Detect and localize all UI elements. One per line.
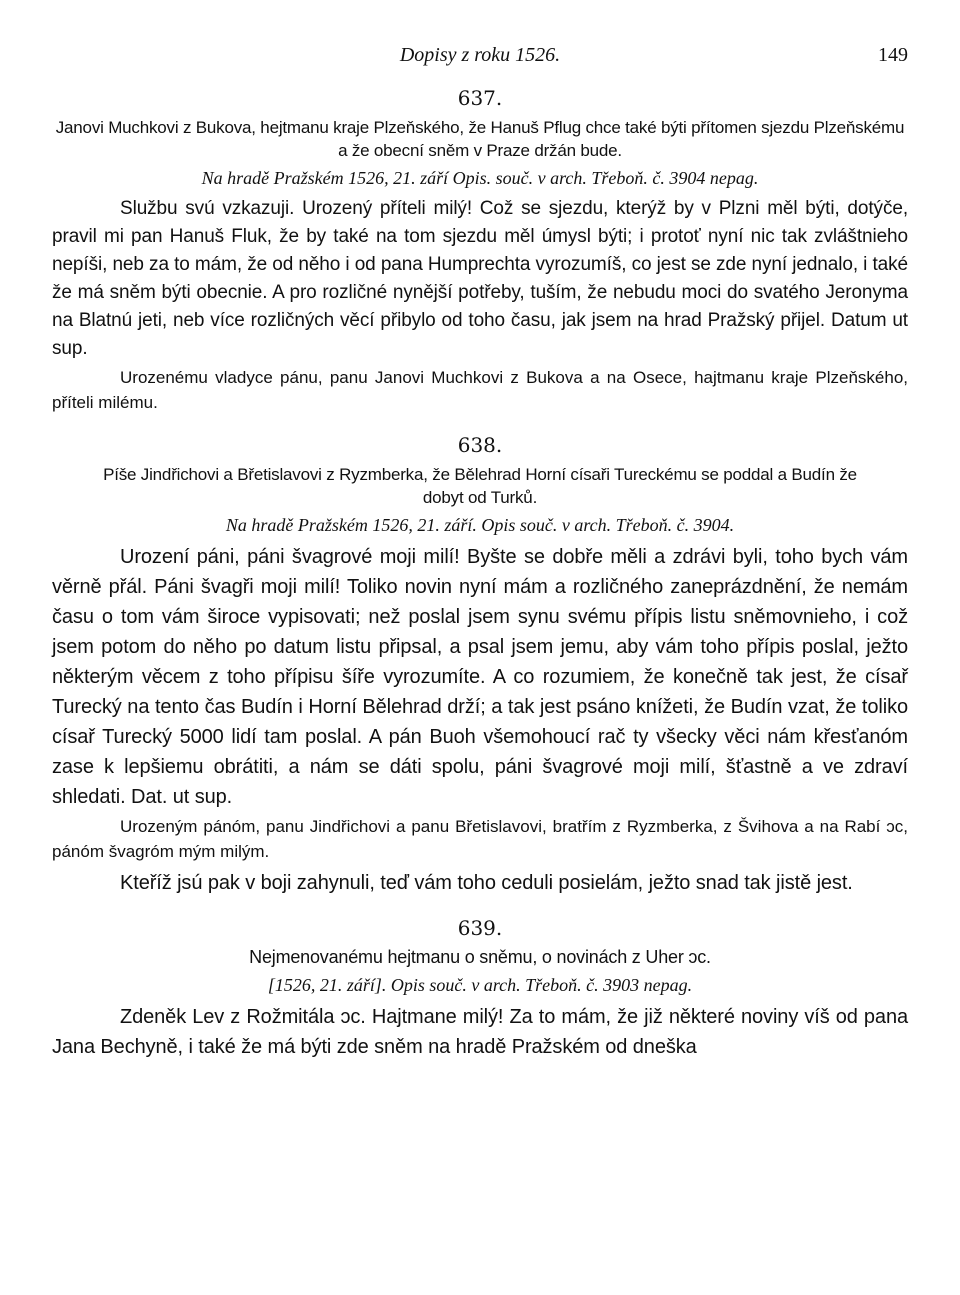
running-head-title: Dopisy z roku 1526. [399,44,561,66]
letter-637 [52,86,908,415]
letter-body-paragraph: Urození páni, páni švagrové moji milí! Byšte se dobře měli a zdrávi byli, toho bych vám věrně přál. Páni švagři moji milí! Toliko novin nyní mám a rozličného zaneprázdnění, že nemám času o tom vám široce vypisovati; než poslal jsem synu svému přípis listu sněmovnieho, i což jsem potom do něho po datum listu připsal, a psal jsem jemu, aby vám toho přípis poslal, ježto některým věcem z toho přípisu šíře vyrozumíte. A co rozumiem, že konečně tak jest, že císař Turecký na tento čas Budín i Horní Bělehrad drží; a tak jest psáno knížeti, že Budín vzat, že toliko císař Turecký 5000 lidí tam poslal. A pán Buoh všemohoucí rač ty všecky věci nám křesťanóm zase k lepšiemu obrátiti, a nám se dáti spolu, páni švagrové moji milí, šťastně a ve zdraví shledati. Dat. ut sup. [52,546,908,808]
letter-summary: Janovi Muchkovi z Bukova, hejtmanu kraje Plzeňského, že Hanuš Pflug chce také býti přítomen sjezdu Plzeňskému a že obecní sněm v Praze držán bude. [55,118,905,160]
letter-number: 639. [457,916,503,940]
letter-source: Na hradě Pražském 1526, 21. září. Opis souč. v arch. Třeboň. č. 3904. [225,515,735,535]
letter-number: 638. [457,433,503,457]
letter-639 [52,916,908,1062]
running-head [52,40,908,76]
letter-summary: Nejmenovanému hejtmanu o sněmu, o novinách z Uher ɔc. [249,947,711,967]
letter-body-paragraph: Zdeněk Lev z Rožmitála ɔc. Hajtmane milý! Za to mám, že již některé noviny víš od pana Jana Bechyně, i také že má býti zde sněm na hradě Pražském od dneška [52,1006,908,1058]
letter-source: Na hradě Pražském 1526, 21. září Opis. souč. v arch. Třeboň. č. 3904 nepag. [201,168,759,188]
letter-body-paragraph: Službu svú vzkazuji. Urozený příteli milý! Což se sjezdu, kterýž by v Plzni měl býti, dotýče, pravil mi pan Hanuš Fluk, že by také na tom sjezdu měl úmysl býti; i protoť nyní nic tak zvláštnieho nepíši, neb za to mám, že od něho i od pana Humprechta vyrozumíš, co jest se zde nyní jednalo, i také že má sněm býti obecnie. A pro rozličné nynější potřeby, tuším, že nebudu moci do svatého Jeronyma na Blatnú jeti, neb více rozličných věcí přibylo od toho času, jak jsem na hrad Pražský přijel. Datum ut sup. [52,198,908,359]
letter-summary: Píše Jindřichovi a Břetislavovi z Ryzmberka, že Bělehrad Horní císaři Tureckému se poddal a Budín že dobyt od Turků. [103,465,857,507]
letter-address: Urozenému vladyce pánu, panu Janovi Muchkovi z Bukova a na Osece, hajtmanu kraje Plzeňského, příteli milému. [52,368,908,412]
page-number: 149 [878,44,908,66]
letter-postscript: Kteříž jsú pak v boji zahynuli, teď vám toho ceduli posielám, ježto snad tak jistě jest. [120,872,853,894]
letter-number: 637. [457,86,503,110]
letter-address: Urozeným pánóm, panu Jindřichovi a panu Břetislavovi, bratřím z Ryzmberka, z Švihova a na Rabí ɔc, pánóm švagróm mým milým. [52,817,908,861]
letter-source: [1526, 21. září]. Opis souč. v arch. Třeboň. č. 3903 nepag. [267,975,693,995]
letter-638 [52,433,908,898]
